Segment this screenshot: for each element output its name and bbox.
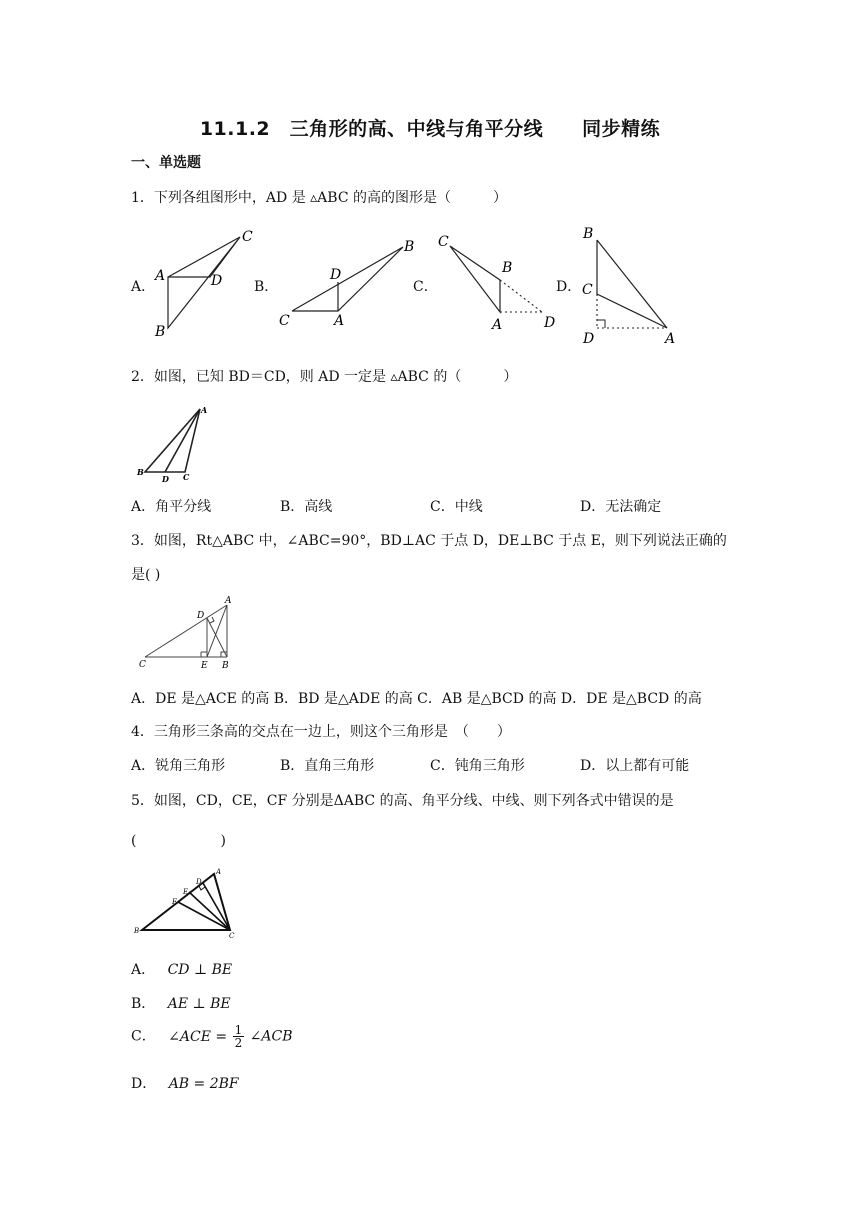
label: B [583, 226, 594, 242]
label: D [162, 474, 169, 484]
question-3-stem-line1: 3．如图，Rt△ABC 中，∠ABC=90°，BD⊥AC 于点 D，DE⊥BC 于点 E，则下列说法正确的 [131, 533, 727, 549]
option-text: CD ⊥ BE [167, 962, 233, 978]
option-text-post: ∠ACB [249, 1028, 293, 1045]
label: C [229, 932, 235, 940]
label: B [155, 324, 166, 340]
q1-option-b-label: B． [254, 279, 279, 295]
label: B [404, 239, 415, 255]
q4-option-a: A．锐角三角形 [131, 758, 226, 774]
q1-option-d-label: D． [556, 279, 582, 295]
label: D [544, 315, 556, 331]
question-3-options: A．DE 是△ACE 的高 B．BD 是△ADE 的高 C．AB 是△BCD 的高 D．DE 是△BCD 的高 [131, 691, 702, 707]
q5-option-a [131, 959, 232, 979]
q3-figure [135, 590, 245, 672]
label: F [172, 898, 177, 906]
fraction [233, 1024, 245, 1049]
option-text-pre: ∠ACE = [168, 1028, 228, 1045]
q5-option-c [131, 1024, 293, 1049]
q5-option-d [131, 1073, 239, 1093]
question-1-stem: 1．下列各组图形中，AD 是 ▵ABC 的高的图形是（ ） [131, 190, 507, 206]
label: A [492, 317, 503, 333]
section-heading: 一、单选题 [131, 155, 201, 171]
q2-figure [132, 400, 217, 485]
question-5-stem-line2: ( ) [131, 833, 226, 849]
label: A [201, 405, 208, 415]
q1-option-c-label: C． [413, 279, 438, 295]
label: A [334, 313, 345, 329]
label: D [583, 331, 595, 347]
q1-figure-b [270, 235, 420, 335]
label: D [196, 878, 202, 886]
q1-figure-c [430, 228, 560, 338]
option-label: A． [131, 962, 156, 978]
label: C [582, 282, 593, 298]
q2-option-d: D．无法确定 [580, 499, 662, 515]
option-text: AE ⊥ BE [167, 996, 231, 1012]
q1-figure-d [572, 222, 687, 347]
label: D [197, 611, 205, 621]
label: A [225, 596, 232, 606]
label: C [438, 234, 449, 250]
question-4-stem: 4．三角形三条高的交点在一边上，则这个三角形是 （ ） [131, 724, 511, 740]
label: C [139, 660, 146, 670]
fraction-denominator: 2 [234, 1036, 243, 1050]
label: B [222, 661, 229, 671]
label: D [211, 273, 223, 289]
q2-option-a: A．角平分线 [131, 499, 212, 515]
label: C [242, 229, 253, 245]
label: E [201, 661, 208, 671]
label: A [216, 868, 222, 876]
q4-option-c: C．钝角三角形 [430, 758, 525, 774]
q2-option-c: C．中线 [430, 499, 483, 515]
question-2-stem: 2．如图，已知 BD＝CD，则 AD 一定是 ▵ABC 的（ ） [131, 369, 518, 385]
option-text: AB = 2BF [168, 1076, 239, 1092]
q1-figure-a [145, 225, 260, 340]
question-5-stem-line1: 5．如图，CD，CE，CF 分别是ΔABC 的高、角平分线、中线、则下列各式中错误的是 [131, 793, 674, 809]
label: C [279, 313, 290, 329]
q4-option-d: D．以上都有可能 [580, 758, 690, 774]
q5-figure [130, 862, 245, 942]
label: C [183, 472, 190, 482]
label: D [330, 267, 342, 283]
q5-option-b [131, 993, 231, 1013]
label: A [665, 331, 676, 347]
q2-option-b: B．高线 [280, 499, 333, 515]
document-title: 11.1.2 三角形的高、中线与角平分线 同步精练 [199, 118, 661, 140]
option-label: C． [131, 1028, 156, 1045]
option-label: D． [131, 1076, 157, 1092]
label: A [155, 268, 166, 284]
question-3-stem-line2: 是( ) [131, 567, 161, 583]
label: B [134, 927, 140, 935]
label: B [502, 260, 513, 276]
q4-option-b: B．直角三角形 [280, 758, 375, 774]
fraction-numerator: 1 [234, 1023, 243, 1037]
option-label: B． [131, 996, 156, 1012]
q1-option-a-label: A． [131, 279, 156, 295]
label: E [183, 888, 189, 896]
label: B [137, 467, 144, 477]
